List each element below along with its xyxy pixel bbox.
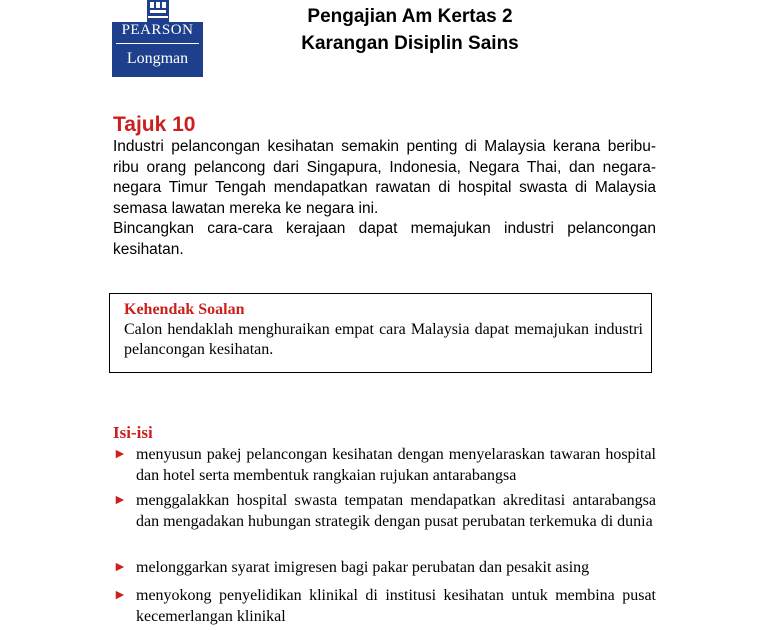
logo-divider — [116, 43, 199, 44]
ship-icon — [112, 0, 203, 22]
list-item — [113, 585, 656, 627]
point-text: menyokong penyelidikan klinikal di institusi kesihatan untuk membina pusat kecemerlangan klinikal — [136, 587, 656, 625]
requirement-text: Calon hendaklah menghuraikan empat cara Malaysia dapat memajukan industri pelancongan kesihatan. — [124, 321, 643, 358]
point-text: menggalakkan hospital swasta tempatan mendapatkan akreditasi antarabangsa dan mengadakan hubungan strategik dengan pusat perubatan terkemuka di dunia — [136, 492, 656, 530]
publisher-logo — [112, 0, 203, 77]
list-item — [113, 490, 656, 560]
question-instruction: Bincangkan cara-cara kerajaan dapat memajukan industri pelancongan kesihatan. — [113, 220, 656, 258]
bullet-arrow-icon: ► — [113, 588, 127, 603]
points-list — [113, 444, 656, 627]
bullet-arrow-icon: ► — [113, 447, 127, 462]
header-title: Pengajian Am Kertas 2 — [307, 6, 513, 27]
point-text: menyusun pakej pelancongan kesihatan dengan menyelaraskan tawaran hospital dan hotel serta membentuk rangkaian rujukan antarabangsa — [136, 446, 656, 484]
question-text — [113, 137, 656, 260]
points-heading: Isi-isi — [113, 423, 153, 442]
point-text: melonggarkan syarat imigresen bagi pakar perubatan dan pesakit asing — [136, 559, 590, 576]
bullet-arrow-icon: ► — [113, 493, 127, 508]
logo-brand: PEARSON — [121, 22, 194, 38]
header-subtitle: Karangan Disiplin Sains — [301, 33, 519, 54]
list-item — [113, 557, 656, 583]
topic-heading: Tajuk 10 — [113, 113, 196, 136]
logo-sub: Longman — [126, 50, 189, 67]
question-paragraph: Industri pelancongan kesihatan semakin penting di Malaysia kerana beribu-ribu orang pelancong dari Singapura, Indonesia, Negara Thai, dan negara-negara Timur Tengah mendapatkan rawatan di hospital swasta di Malaysia semasa lawatan mereka ke negara ini. — [113, 138, 656, 217]
requirement-box — [109, 293, 652, 373]
requirement-heading: Kehendak Soalan — [124, 301, 245, 318]
list-item — [113, 444, 656, 486]
bullet-arrow-icon: ► — [113, 560, 127, 575]
